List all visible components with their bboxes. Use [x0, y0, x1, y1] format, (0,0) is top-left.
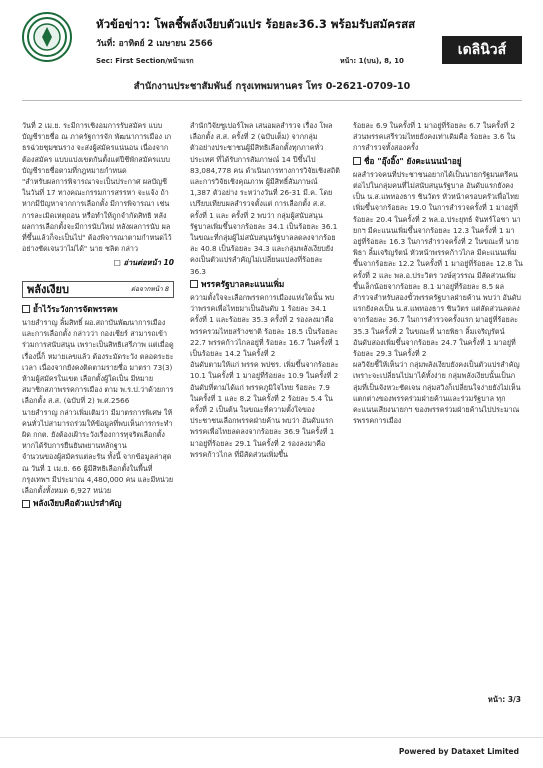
subheading: ย้ำไว้ระวังการจัดพรรคพ: [22, 304, 174, 315]
section-title: พลังเงียบ: [27, 282, 69, 296]
bma-logo-icon: [22, 12, 72, 62]
paragraph: นายสำราญ ลิ้มสิทธิ์ ผอ.สถาบันพัฒนาการเมืองและการเลือกตั้ง กล่าวว่า กองเชียร์ สามารถเข้าร่วมการสนับสนุน เพราะเป็นสิทธิเสรีภาพ แต่เมื่อดูเรื่องนี้ก็ หมายเลขแล้ว ต้องระมัดระวัง ตลอดระยะเวลา เนื่องจากยังคงติดตามรายชื่อ มาตรา 73(3) ห้ามผู้สมัครในเขต เลือกตั้งผู้ใดเป็น มีหมายสมาชิกสภาพรรคการเมือง ตาม พ.ร.ป.ว่าด้วยการเลือกตั้ง ส.ส. (ฉบับที่ 2) พ.ศ.2566: [22, 318, 174, 406]
paragraph: ผลวิจัยชี้ให้เห็นว่า กลุ่มพลังเงียบยังคงเป็นตัวแปรสำคัญเพราะจะเปลี่ยนไปมาได้ทั้งง่าย กลุ่มพลังเงียบนั้นเป็นกลุ่มที่เป็นจังหวะชัดเจน กลุ่มสวิงก็เปลี่ยนใจง่ายยังไม่เห็นแตกต่างของพรรคร่วมฝ่ายค้านและร่วมรัฐบาล ทุกคะแนนเสียงนายกฯ ของพรรคร่วมฝ่ายค้านไปประมาณรพรรคการเมือง: [353, 360, 521, 426]
date-value: อาทิตย์ 2 เมษายน 2566: [118, 39, 213, 49]
section-note: ต่อจากหน้า 8: [130, 284, 169, 293]
paragraph: สำนักวิจัยซูเปอร์โพล เสนอผลสำรวจ เรื่อง โพลเลือกตั้ง ส.ส. ครั้งที่ 2 (ฉบับเต็ม) จากกลุ่มตัวอย่างประชาชนผู้มีสิทธิเลือกตั้งทุกภาคทั่วประเทศ ที่ได้รับการสัมภาษณ์ 14 ปีขึ้นไป 83,084,778 คน ดำเนินการทางการวิจัยเชิงสถิติและการวิจัยเชิงคุณภาพ ผู้มีสิทธิ์สัมภาษณ์ 1,387 ตัวอย่าง ระหว่างวันที่ 26-31 มี.ค. โดยเปรียบเทียบผลสำรวจตั้งแต่ การเลือกตั้ง ส.ส. ครั้งที่ 1 และ ครั้งที่ 2 พบว่า กลุ่มผู้สนับสนุนรัฐบาลเพิ่มขึ้นจากร้อยละ 34.1 เป็นร้อยละ 36.1 ในขณะที่กลุ่มผู้ไม่สนับสนุนรัฐบาลลดลงจากร้อยละ 40.8 เป็นร้อยละ 34.3 และกลุ่มพลังเงียบยังคงเป็นตัวแปรสำคัญไม่เปลี่ยนแปลงที่ร้อยละ 36.3: [190, 121, 340, 276]
page-label: หน้า:: [340, 57, 357, 65]
header: [22, 12, 522, 67]
topic-line: [96, 16, 426, 34]
subheading: พลังเงียบคือตัวแปรสำคัญ: [22, 498, 174, 509]
box-icon: [22, 305, 30, 313]
footer: [0, 737, 543, 768]
column-2: [190, 120, 340, 460]
paragraph: ร้อยละ 6.9 ในครั้งที่ 1 มาอยู่ที่ร้อยละ 6.7 ในครั้งที่ 2 ส่วนพรรคเสรีรวมไทยยังคงเท่าเดิมคือ ร้อยละ 3.6 ในการสำรวจทั้งสองครั้ง: [353, 121, 516, 153]
box-icon: [22, 500, 30, 508]
topic-label: หัวข้อข่าว:: [96, 17, 151, 31]
continued-note: □ อ่านต่อหน้า 10: [113, 258, 174, 268]
paragraph: วันที่ 2 เม.ย. ระมีการเชิงอมการรับสมัคร แบบบัญชีรายชื่อ ณ ภาครัฐการจัก พัฒนาการเมือง เก ธรฉ่วยชุมชนราง จะส่งผู้สมัครแน่นอน เนื่องจากต้องสมัคร แบบแบ่งเขตกันตั้งแต่ปีชีพักสมัครแบบ บัญชีรายชื่อตามที่กฎหมายกำหนด: [22, 121, 172, 175]
paragraph: "สำหรับผลการพิจารณาจะเป็นประกาศ ผลบัญชีในวันที่ 17 ทางคณะกรรมการสรรหา จะแจ้ง ถ้าหากมีปัญหาจากการเลือกตั้ง มีการพิจารณา เช่น การละเมิดเหตุถอน หรือทำให้ถูกจำกัดสิทธิ หลังผลการเลือกตั้งจะมีการนับใหม่ หลังผลการนับ ผลที่ขึ้นแล้วก็จะเป็นไป" ต้องพิจารณาตามกำหนดไว้อย่างชัดเจนว่าไม่ได้" นาย ชลิต กล่าว: [22, 177, 172, 254]
page-value: 1(บน), 8, 10: [358, 57, 404, 65]
box-icon: [353, 157, 361, 165]
box-icon: [190, 280, 198, 288]
footer-credit: Powered by Dataxet Limited: [398, 747, 519, 756]
subheading: ชื่อ "อุ๊งอิ๊ง" ยังคะแนนนำอยู่: [353, 156, 523, 167]
page-counter: หน้า: 3/3: [487, 695, 521, 704]
subheading: พรรครัฐบาลคะแนนเพิ่ม: [190, 279, 340, 290]
date-label: วันที่:: [96, 39, 116, 49]
newspaper-logo: เดลินิวส์: [442, 36, 522, 64]
section-header: [22, 281, 174, 298]
topic-text: โพลชี้พลังเงียบตัวแปร ร้อยละ36.3 พร้อมรับสมัครสส: [154, 17, 416, 31]
section-line: [96, 56, 194, 67]
paragraph: จำนวนของผู้สมัครแต่ละรัน ทั้งนี้ จากข้อมูลล่าสุด ณ วันที่ 1 เม.ย. 66 ผู้มีสิทธิเลือกตั้งในพื้นที่กรุงเทพฯ มีประมาณ 4,480,000 คน และมีหน่วยเลือกตั้งทั้งหมด 6,927 หน่วย: [22, 452, 174, 496]
date-line: [96, 36, 213, 50]
divider: [22, 100, 522, 101]
section-value: First Section/หน้าแรก: [115, 57, 194, 65]
paragraph: ผลสำรวจคนที่ประชาชนอยากได้เป็นนายกรัฐมนตรีคนต่อไปในกลุ่มคนที่ไม่สนับสนุนรัฐบาล อันดับแรกยังคงเป็น น.ส.แพทองธาร ชินวัตร หัวหน้าครอบครัวเพื่อไทย เพิ่มขึ้นจากร้อยละ 19.0 ในการสำรวจครั้งที่ 1 มาอยู่ที่ร้อยละ 20.4 ในครั้งที่ 2 พล.อ.ประยุทธ์ จันทร์โอชา นายกฯ มีคะแนนเพิ่มขึ้นจากร้อยละ 12.3 ในครั้งที่ 1 มาอยู่ที่ร้อยละ 16.3 ในการสำรวจครั้งที่ 2 ในขณะที่ นายพิธา ลิ้มเจริญรัตน์ หัวหน้าพรรคก้าวไกล มีคะแนนเพิ่มขึ้นจากร้อยละ 12.2 ในครั้งที่ 1 มาอยู่ที่ร้อยละ 12.8 ในครั้งที่ 2 และ พล.อ.ประวิตร วงษ์สุวรรณ มีสัดส่วนเพิ่มขึ้นเล็กน้อยจากร้อยละ 8.1 มาอยู่ที่ร้อยละ 8.5 ผลสำรวจสำหรับสองขั้วพรรครัฐบาลฝ่ายค้าน พบว่า อันดับแรกยังคงเป็น น.ส.แพทองธาร ชินวัตร แต่สัดส่วนลดลงจากร้อยละ 36.7 ในการสำรวจครั้งแรก มาอยู่ที่ร้อยละ 35.3 ในครั้งที่ 2 ในขณะที่ นายพิธา ลิ้มเจริญรัตน์ อันดับสองเพิ่มขึ้นจากร้อยละ 24.7 ในครั้งที่ 1 มาอยู่ที่ร้อยละ 29.3 ในครั้งที่ 2: [353, 169, 523, 359]
paragraph: อันดับตามให้แก่ พรรค พปชร. เพิ่มขึ้นจากร้อยละ 10.1 ในครั้งที่ 1 มาอยู่ที่ร้อยละ 10.9 ในครั้งที่ 2 อันดับที่ตามได้แก่ พรรคภูมิใจไทย ร้อยละ 7.9 ในครั้งที่ 1 และ 8.2 ในครั้งที่ 2 ร้อยละ 5.4 ในครั้งที่ 2 เป็นต้น ในขณะที่ความตั้งใจของประชาชนเลือกพรรคฝ่ายค้าน พบว่า อันดับแรก พรรคเพื่อไทยลดลงจากร้อยละ 36.9 ในครั้งที่ 1 มาอยู่ที่ร้อยละ 29.1 ในครั้งที่ 2 รองลงมาคือ พรรคก้าวไกล ที่มีสัดส่วนเพิ่มขึ้น: [190, 360, 339, 459]
office-banner: สำนักงานประชาสัมพันธ์ กรุงเทพมหานคร โทร 0-2621-0709-10: [22, 78, 522, 94]
page-line: [340, 56, 404, 67]
paragraph: ความตั้งใจจะเลือกพรรคการเมืองแห่งใดนั้น พบว่าพรรคเพื่อไทยมาเป็นอันดับ 1 ร้อยละ 34.1 ครั้งที่ 1 และร้อยละ 35.3 ครั้งที่ 2 รองลงมาคือพรรครวมไทยสร้างชาติ ร้อยละ 18.5 เป็นร้อยละ 22.7 พรรคก้าวไกลอยู่ที่ ร้อยละ 16.7 ในครั้งที่ 1 เป็นร้อยละ 14.2 ในครั้งที่ 2: [190, 293, 340, 359]
column-1: [22, 120, 174, 512]
paragraph: นายสำราญ กล่าวเพิ่มเติมว่า มีมาตรการพิเศษ ให้คนทั่วไปสามารถร่วมให้ข้อมูลที่พบเห็นการกระทำผิด กกต. ยังต้องเฝ้าระวังเรื่องการทุจริตเลือกตั้ง หากได้รับการยืนยันพยานหลักฐาน: [22, 407, 173, 451]
section-label: Sec:: [96, 57, 113, 65]
column-3: [353, 120, 523, 426]
